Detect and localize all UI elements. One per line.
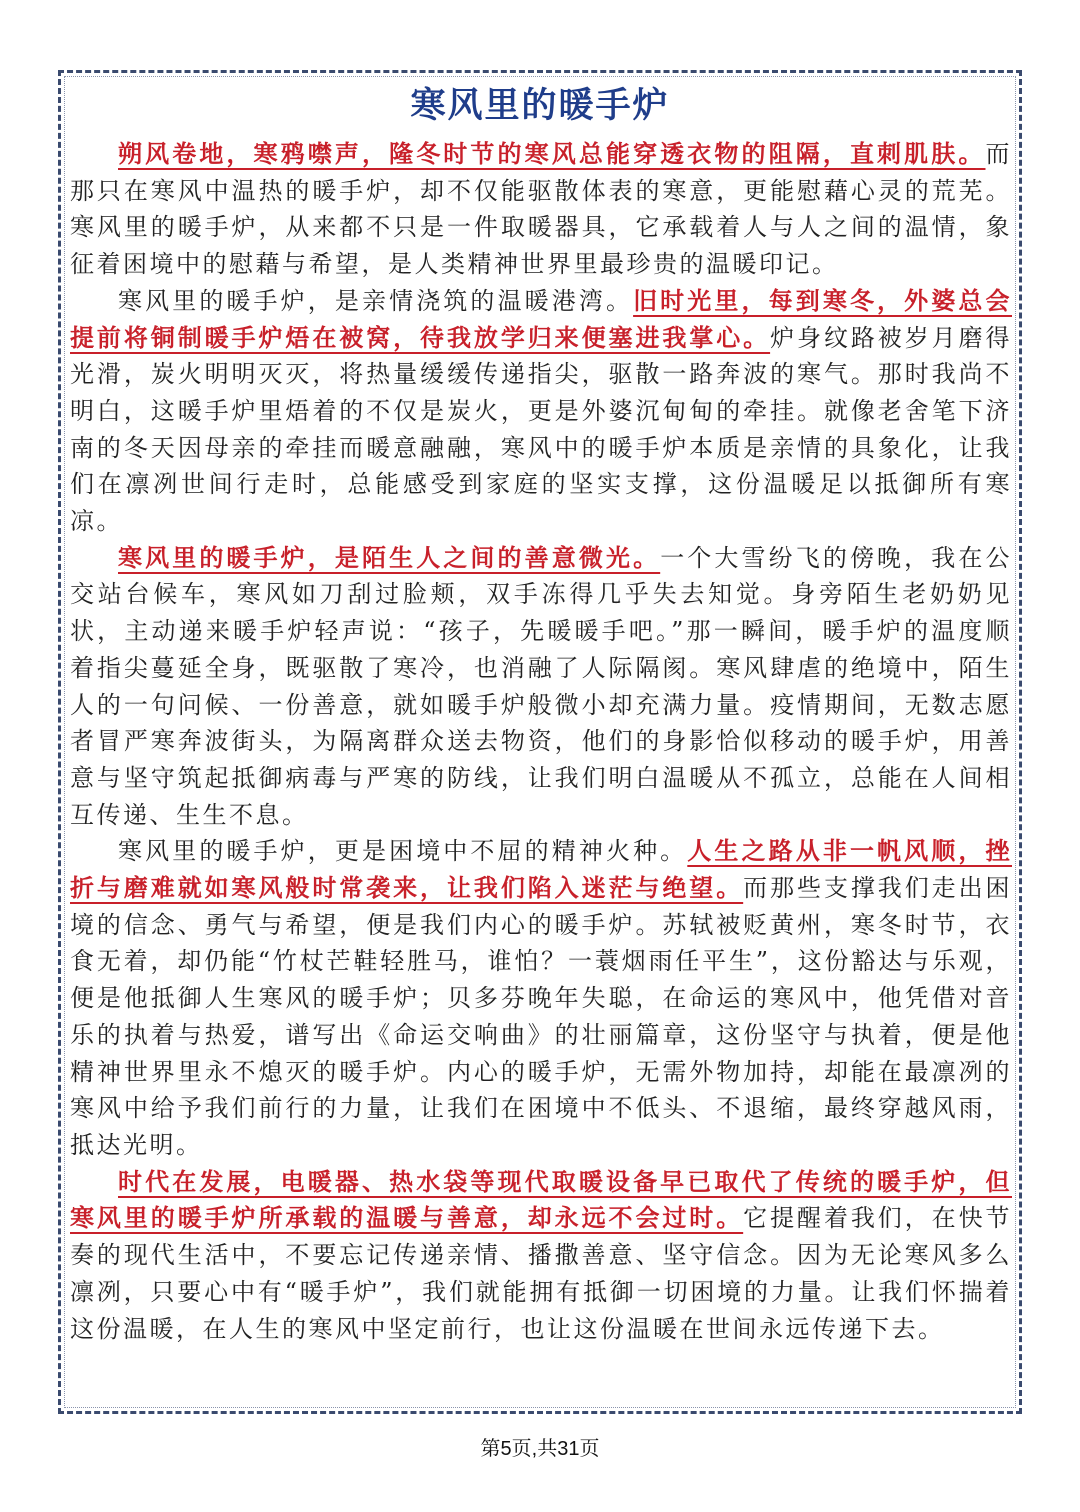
essay-title: 寒风里的暖手炉 <box>410 85 670 126</box>
highlight-sentence: 人生之路从非一帆风顺，挫折与磨难就如寒风般时常袭来，让我们陷入迷茫与绝望。 <box>70 836 1012 903</box>
highlight-sentence: 寒风里的暖手炉，是陌生人之间的善意微光。 <box>118 542 661 572</box>
highlight-sentence: 时代在发展，电暖器、热水袋等现代取暖设备早已取代了传统的暖手炉，但寒风里的暖手炉所承载的温暖与善意，却永远不会过时。 <box>70 1166 1012 1233</box>
highlight-sentence: 朔风卷地，寒鸦噤声，隆冬时节的寒风总能穿透衣物的阻隔，直刺肌肤。 <box>118 139 986 168</box>
paragraph-text: 它提醒着我们，在快节奏的现代生活中，不要忘记传递亲情、播撒善意、坚守信念。因为无论寒风多么凛冽，只要心中有“暖手炉”，我们就能拥有抵御一切困境的力量。让我们怀揣着这份温暖，在人生的寒风中坚定前行，也让这份温暖在世间永远传递下去。 <box>70 1204 1013 1343</box>
page-number: 第5页,共31页 <box>480 1438 600 1460</box>
paragraph-2 <box>70 283 1012 540</box>
paragraph-text: 炉身纹路被岁月磨得光滑，炭火明明灭灭，将热量缓缓传递指尖，驱散一路奔波的寒气。那时我尚不明白，这暖手炉里焐着的不仅是炭火，更是外婆沉甸甸的牵挂。就像老舍笔下济南的冬天因母亲的牵挂而暖意融融，寒风中的暖手炉本质是亲情的具象化，让我们在凛冽世间行走时，总能感受到家庭的坚实支撑，这份温暖足以抵御所有寒凉。 <box>70 323 1013 536</box>
paragraph-text: 而那只在寒风中温热的暖手炉，却不仅能驱散体表的寒意，更能慰藉心灵的荒芜。寒风里的暖手炉，从来都不只是一件取暖器具，它承载着人与人之间的温情，象征着困境中的慰藉与希望，是人类精神世界里最珍贵的温暖印记。 <box>70 140 1012 279</box>
essay-body <box>70 136 1012 1347</box>
highlight-sentence: 旧时光里，每到寒冬，外婆总会提前将铜制暖手炉焐在被窝，待我放学归来便塞进我掌心。 <box>70 285 1012 352</box>
paragraph-4 <box>70 833 1012 1163</box>
paragraph-5 <box>70 1164 1012 1348</box>
paragraph-text: 寒风里的暖手炉，是亲情浇筑的温暖港湾。 <box>118 286 634 315</box>
paragraph-3 <box>70 540 1012 834</box>
paragraph-text: 而那些支撑我们走出困境的信念、勇气与希望，便是我们内心的暖手炉。苏轼被贬黄州，寒冬时节，衣食无着，却仍能“竹杖芒鞋轻胜马，谁怕？一蓑烟雨任平生”，这份豁达与乐观，便是他抵御人生寒风的暖手炉；贝多芬晚年失聪，在命运的寒风中，他凭借对音乐的执着与热爱，谱写出《命运交响曲》的壮丽篇章，这份坚守与执着，便是他精神世界里永不熄灭的暖手炉。内心的暖手炉，无需外物加持，却能在最凛冽的寒风中给予我们前行的力量，让我们在困境中不低头、不退缩，最终穿越风雨，抵达光明。 <box>70 874 1013 1159</box>
paragraph-1 <box>70 136 1012 283</box>
paragraph-text: 一个大雪纷飞的傍晚，我在公交站台候车，寒风如刀刮过脸颊，双手冻得几乎失去知觉。身旁陌生老奶奶见状，主动递来暖手炉轻声说：“孩子，先暖暖手吧。”那一瞬间，暖手炉的温度顺着指尖蔓延全身，既驱散了寒冷，也消融了人际隔阂。寒风肆虐的绝境中，陌生人的一句问候、一份善意，就如暖手炉般微小却充满力量。疫情期间，无数志愿者冒严寒奔波街头，为隔离群众送去物资，他们的身影恰似移动的暖手炉，用善意与坚守筑起抵御病毒与严寒的防线，让我们明白温暖从不孤立，总能在人间相互传递、生生不息。 <box>70 543 1012 829</box>
paragraph-text: 寒风里的暖手炉，更是困境中不屈的精神火种。 <box>118 837 688 866</box>
